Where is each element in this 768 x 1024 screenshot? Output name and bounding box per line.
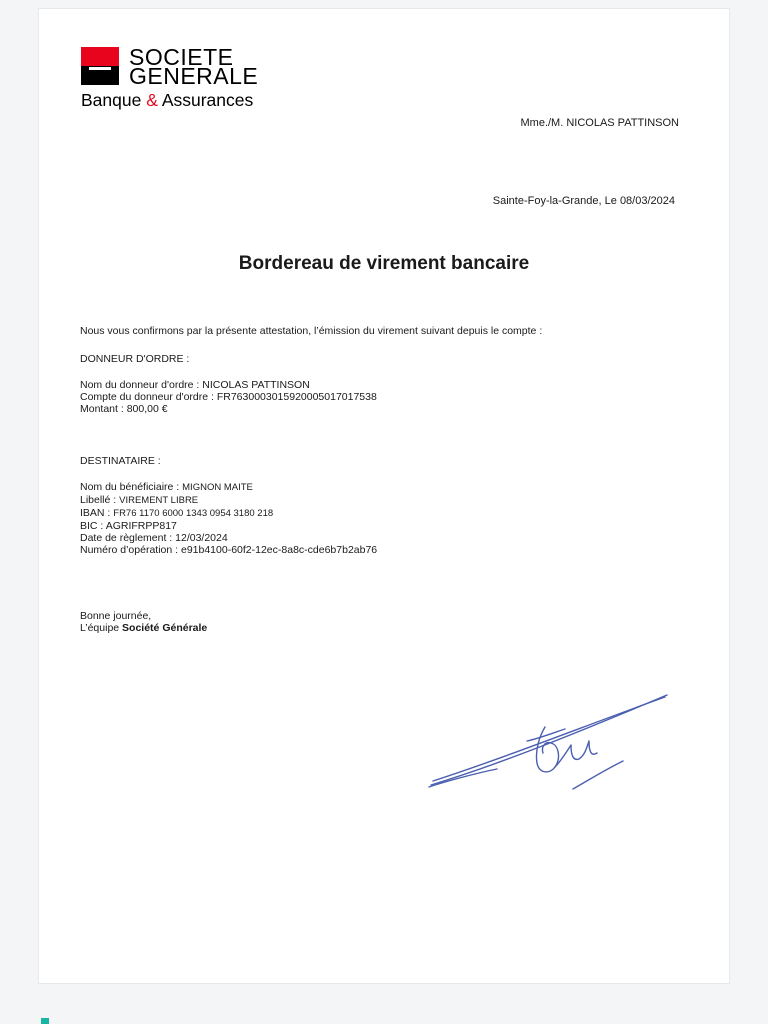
date-value: 08/03/2024 (619, 195, 675, 207)
logo-tagline (81, 90, 253, 111)
tagline-ampersand: & (146, 90, 158, 110)
donneur-amount-value: 800,00 € (126, 403, 168, 415)
document-page (38, 8, 730, 984)
settlement-date-label: Date de règlement : (80, 532, 173, 544)
libelle-value: VIREMENT LIBRE (119, 495, 199, 506)
document-body (80, 325, 680, 634)
iban-row (80, 507, 680, 520)
closing-team-name: Société Générale (122, 622, 208, 634)
place-date (493, 195, 675, 207)
donneur-amount-label: Montant : (80, 403, 124, 415)
beneficiary-row (80, 481, 680, 494)
logo-mark-icon (81, 47, 119, 85)
tagline-banque: Banque (81, 90, 142, 110)
intro-text: Nous vous confirmons par la présente attestation, l’émission du virement suivant depuis le compte : (80, 325, 543, 337)
closing-signoff (80, 622, 680, 634)
bic-label: BIC : (80, 520, 104, 532)
recipient-name: Mme./M. NICOLAS PATTINSON (520, 117, 679, 129)
iban-value: FR76 1170 6000 1343 0954 3180 218 (113, 508, 274, 519)
operation-number-row (80, 544, 680, 556)
logo-brand-line1: SOCIETE (129, 44, 234, 70)
operation-number-label: Numéro d’opération : (80, 544, 179, 556)
operation-number-value: e91b4100-60f2-12ec-8a8c-cde6b7b2ab76 (180, 544, 378, 556)
tagline-assurances: Assurances (161, 90, 254, 110)
donneur-name-value: NICOLAS PATTINSON (202, 379, 310, 391)
iban-label: IBAN : (80, 507, 111, 519)
donneur-name-row (80, 379, 680, 391)
closing-team-prefix: L’équipe (80, 622, 120, 634)
settlement-date-value: 12/03/2024 (175, 532, 228, 544)
donneur-heading: DONNEUR D'ORDRE : (80, 353, 190, 365)
donneur-amount-row (80, 403, 680, 415)
donneur-account-value: FR7630003015920005017017538 (216, 391, 377, 403)
beneficiary-value: MIGNON MAITE (182, 482, 253, 493)
logo-brand-line2: GENERALE (129, 63, 259, 89)
destinataire-heading: DESTINATAIRE : (80, 455, 161, 467)
beneficiary-label: Nom du bénéficiaire : (80, 481, 180, 493)
libelle-row (80, 494, 680, 507)
libelle-label: Libellé : (80, 494, 117, 506)
donneur-account-row (80, 391, 680, 403)
document-title: Bordereau de virement bancaire (238, 253, 530, 274)
closing-greeting: Bonne journée, (80, 610, 152, 622)
bic-row (80, 520, 680, 532)
donneur-account-label: Compte du donneur d'ordre : (80, 391, 214, 403)
handwritten-signature (427, 681, 677, 801)
societe-generale-logo (81, 44, 281, 121)
bic-value: AGRIFRPP817 (105, 520, 177, 532)
footer-accent-bar (41, 1018, 49, 1024)
donneur-name-label: Nom du donneur d'ordre : (80, 379, 200, 391)
settlement-date-row (80, 532, 680, 544)
date-prefix: Sainte-Foy-la-Grande, Le (492, 195, 617, 207)
